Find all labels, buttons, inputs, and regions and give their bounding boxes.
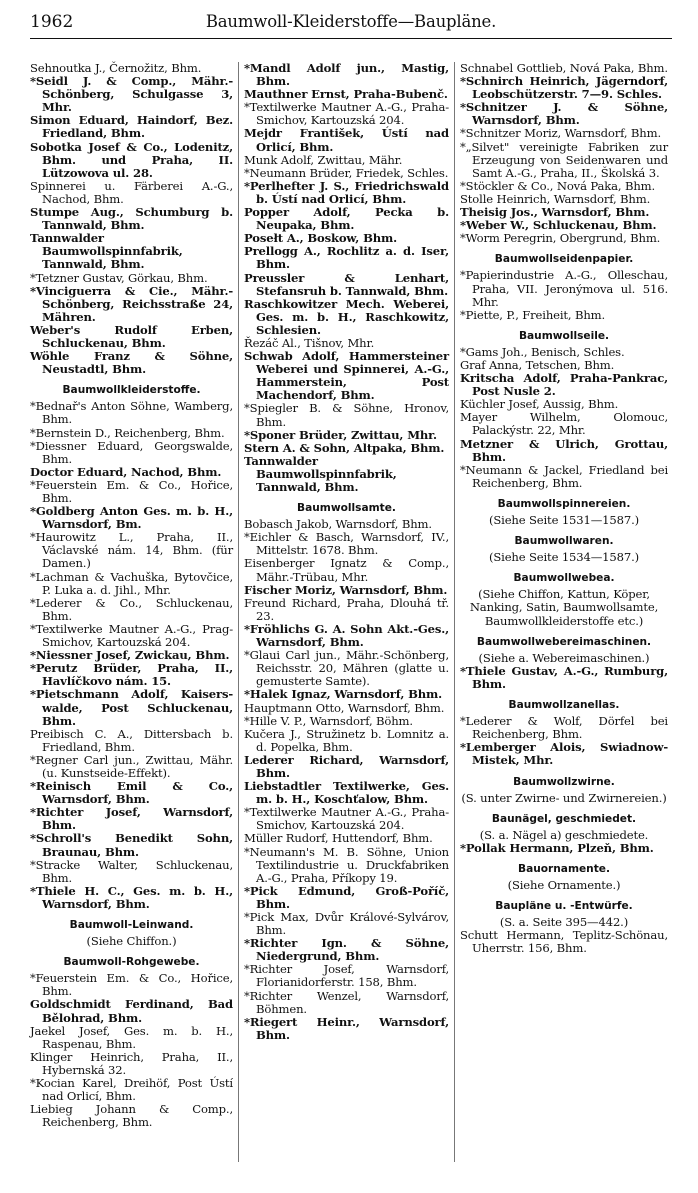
header-rule [30,38,672,39]
directory-entry: *Reinisch Emil & Co., Warnsdorf, Bhm. [30,779,233,807]
page-number: 1962 [30,12,74,32]
directory-entry: *Kocian Karel, Dreihöf, Post Ústí nad Orlicí, Bhm. [30,1076,233,1104]
directory-entry: *Bernstein D., Reichenberg, Bhm. [30,425,225,440]
section-heading: Baumwoll-Rohgewebe. [63,956,200,969]
column-divider [454,62,455,1162]
directory-entry: Sehnoutka J., Černožitz, Bhm. [30,61,202,75]
section-heading: Baumwollsamte. [297,502,396,515]
cross-reference: (S. unter Zwirne- und Zwirnereien.) [461,790,667,805]
directory-entry: Mejdr František, Ústí nad Orlicí, Bhm. [244,126,449,154]
directory-entry: *Weber W., Schluckenau, Bhm. [460,218,657,233]
directory-entry: *Pollak Hermann, Plzeň, Bhm. [460,840,654,855]
directory-entry: *Schnitzer J. & Söhne, Warnsdorf, Bhm. [460,100,668,128]
directory-entry: *Eichler & Basch, Warnsdorf, IV., Mittelstr. 1678. Bhm. [244,530,449,558]
directory-entry: *Thiele Gustav, A.-G., Rumburg, Bhm. [460,663,668,691]
directory-entry: Kritscha Adolf, Praha-Pankrac, Post Nusle 2. [460,371,668,399]
directory-entry: Sobotka Josef & Co., Lodenitz, Bhm. und Praha, II. Lützowova ul. 28. [30,139,233,180]
cross-reference: (S. a. Nägel a) geschmiedete. [479,827,649,842]
section-heading: Baumwollwebea. [513,572,615,585]
directory-entry: Klinger Heinrich, Praha, II., Hybernská 32. [30,1049,233,1077]
directory-entry: *Pick Max, Dvůr Králové-Sylvárov, Bhm. [244,910,449,938]
directory-entry: Stumpe Aug., Schumburg b. Tannwald, Bhm. [30,205,233,233]
directory-entry: Popper Adolf, Pecka b. Neupaka, Bhm. [244,205,449,233]
cross-reference: (S. a. Seite 395—442.) [499,915,629,930]
directory-entry: *Neumann's M. B. Söhne, Union Textilindustrie u. Druckfabriken A.-G., Praha, Příkopy 19. [244,844,449,885]
directory-entry: *Goldberg Anton Ges. m. b. H., Warnsdorf, Bm. [30,504,233,532]
section-heading: Baumwollzanellas. [508,699,620,712]
directory-entry: *Richter Wenzel, Warnsdorf, Böhmen. [244,988,449,1016]
directory-entry: Munk Adolf, Zwittau, Mähr. [244,152,403,167]
directory-entry: Stern A. & Sohn, Altpaka, Bhm. [244,440,445,455]
section-heading: Baupläne u. -Entwürfe. [495,900,633,913]
cross-reference: (Siehe Chiffon.) [86,934,177,949]
directory-entry: Kučera J., Stružinetz b. Lomnitz a. d. Popelka, Bhm. [244,726,449,754]
directory-entry: *Riegert Heinr., Warnsdorf, Bhm. [244,1014,449,1042]
directory-entry: *Halek Ignaz, Warnsdorf, Bhm. [244,687,443,702]
page-header [30,12,672,36]
directory-entry: *Feuerstein Em. & Co., Hořice, Bhm. [30,477,233,505]
directory-entry: *Piette, P., Freiheit, Bhm. [460,307,606,322]
section-heading: Baunägel, geschmiedet. [491,812,637,825]
directory-entry: Müller Rudorf, Huttendorf, Bhm. [244,831,433,846]
directory-entry: Weber's Rudolf Erben, Schluckenau, Bhm. [30,322,233,350]
directory-entry: Tannwalder Baumwollspinnfabrik, Tannwald, Bhm. [30,231,183,272]
directory-entry: *Glaui Carl jun., Mähr.-Schönberg, Reichsstr. 20, Mähren (glatte u. gemusterte Samte). [244,648,449,689]
directory-entry: Stolle Heinrich, Warnsdorf, Bhm. [460,191,651,206]
directory-entry: *Bednař's Anton Söhne, Wamberg, Bhm. [30,399,233,427]
directory-entry: Prellogg A., Rochlitz a. d. Iser, Bhm. [244,244,449,272]
directory-entry: *„Silvet" vereinigte Fabriken zur Erzeugung von Seidenwaren und Samt A.-G., Praha, II., Školská 3. [460,139,668,180]
directory-entry: *Schroll's Benedikt Sohn, Braunau, Bhm. [30,831,233,859]
directory-entry: Preibisch C. A., Dittersbach b. Friedland, Bhm. [30,726,233,754]
directory-entry: *Stöckler & Co., Nová Paka, Bhm. [460,178,656,193]
directory-entry: Metzner & Ulrich, Grottau, Bhm. [460,436,668,464]
directory-entry: Řezáč Al., Tišnov, Mhr. [244,335,375,350]
directory-entry: *Worm Peregrin, Obergrund, Bhm. [460,231,661,246]
directory-entry: *Textilwerke Mautner A.-G., Praha-Smichov, Kartouzská 204. [244,100,449,128]
section-heading: Baumwollwaren. [514,535,614,548]
directory-entry: *Textilwerke Mautner A.-G., Prag-Smichov, Kartouzská 204. [30,621,233,650]
directory-entry: Spinnerei u. Färberei A.-G., Nachod, Bhm. [30,178,233,206]
section-heading: Baumwollkleiderstoffe. [62,384,201,397]
section-heading: Baumwollseile. [518,329,610,342]
section-heading: Bauornamente. [518,862,610,875]
cross-reference: (Siehe Seite 1534—1587.) [489,550,639,565]
directory-entry: *Hille V. P., Warnsdorf, Böhm. [244,713,413,728]
directory-entry: Simon Eduard, Haindorf, Bez. Friedland, Bhm. [30,113,233,141]
directory-entry: *Papierindustrie A.-G., Olleschau, Praha, VII. Jeronýmova ul. 516. Mhr. [460,268,668,309]
directory-entry: *Perlhefter J. S., Friedrichswald b. Ústí nad Orlicí, Bhm. [244,178,449,206]
directory-entry: *Schnitzer Moriz, Warnsdorf, Bhm. [460,126,661,141]
directory-entry: *Regner Carl jun., Zwittau, Mähr. (u. Kunstseide-Effekt). [30,752,233,780]
directory-entry: *Pick Edmund, Groß-Poříč, Bhm. [244,883,449,911]
directory-entry: Posełt A., Boskow, Bhm. [244,231,398,246]
directory-entry: Doctor Eduard, Nachod, Bhm. [30,464,222,479]
directory-entry: *Seidl J. & Comp., Mähr.-Schönberg, Schulgasse 3, Mhr. [30,74,233,115]
directory-entry: *Fröhlichs G. A. Sohn Akt.-Ges., Warnsdorf, Bhm. [244,621,449,650]
directory-entry: *Tetzner Gustav, Görkau, Bhm. [30,270,208,285]
section-heading: Baumwollspinnereien. [497,497,631,510]
directory-entry: Liebstadtler Textilwerke, Ges. m. b. H., Koschťalow, Bhm. [244,779,449,807]
section-heading: Baumwollseidenpapier. [494,253,634,266]
directory-entry: Jaekel Josef, Ges. m. b. H., Raspenau, Bhm. [30,1023,233,1051]
directory-entry: Hauptmann Otto, Warnsdorf, Bhm. [244,700,445,715]
directory-entry: *Spiegler B. & Söhne, Hronov, Bhm. [244,401,449,429]
cross-reference: (Siehe Seite 1531—1587.) [489,513,639,527]
directory-entry: Liebieg Johann & Comp., Reichenberg, Bhm. [30,1102,233,1130]
section-heading: Baumwoll-Leinwand. [69,919,194,931]
directory-entry: Graf Anna, Tetschen, Bhm. [460,357,615,372]
directory-entry: *Richter Josef, Warnsdorf, Bhm. [30,805,233,833]
directory-entry: *Mandl Adolf jun., Mastig, Bhm. [244,61,449,89]
directory-entry: *Vinciguerra & Cie., Mähr.-Schönberg, Reichsstraße 24, Mähren. [30,283,233,324]
directory-entry: Preussler & Lenhart, Stefansruh b. Tannwald, Bhm. [244,270,449,298]
directory-entry: Schutt Hermann, Teplitz-Schönau, Uherrstr. 156, Bhm. [460,928,668,956]
directory-entry: *Textilwerke Mautner A.-G., Praha-Smichov, Kartouzská 204. [244,805,449,833]
directory-entry: Raschkowitzer Mech. Weberei, Ges. m. b. H., Raschkowitz, Schlesien. [244,296,449,337]
section-heading: Baumwollzwirne. [513,775,615,788]
directory-entry: *Thiele H. C., Ges. m. b. H., Warnsdorf, Bhm. [30,883,233,911]
directory-entry: *Gams Joh., Benisch, Schles. [460,344,625,359]
cross-reference: (Siehe Chiffon, Kattun, Köper, Nanking, Satin, Baumwollsamte, Baumwollkleiderstoffe etc.) [469,587,659,628]
directory-entry: Mauthner Ernst, Praha-Bubenč. [244,87,448,102]
directory-entry: *Lederer & Co., Schluckenau, Bhm. [30,595,233,623]
page-title: Baumwoll-Kleiderstoffe—Baupläne. [205,12,497,31]
directory-entry: Wöhle Franz & Söhne, Neustadtl, Bhm. [30,349,233,377]
directory-entry: Goldschmidt Ferdinand, Bad Bělohrad, Bhm. [30,997,233,1025]
directory-entry: *Perutz Brüder, Praha, II., Havlíčkovo nám. 15. [30,661,233,689]
directory-entry: *Richter Ign. & Söhne, Niedergrund, Bhm. [244,936,449,964]
cross-reference: (Siehe Ornamente.) [507,878,621,893]
column-left [30,62,233,1129]
directory-entry: *Sponer Brüder, Zwittau, Mhr. [244,427,437,442]
directory-entry: *Neumann & Jackel, Friedland bei Reichenberg, Bhm. [460,462,668,490]
directory-entry: *Lachman & Vachuška, Bytovčice, P. Luka a. d. Jihl., Mhr. [30,569,233,597]
directory-entry: Tannwalder Baumwollspinnfabrik, Tannwald, Bhm. [244,453,397,494]
directory-entry: *Niessner Josef, Zwickau, Bhm. [30,648,230,663]
directory-entry: *Schnirch Heinrich, Jägerndorf, Leobschützerstr. 7—9. Schles. [460,74,668,102]
directory-entry: *Neumann Brüder, Friedek, Schles. [244,165,449,180]
directory-entry: Fischer Moriz, Warnsdorf, Bhm. [244,582,448,597]
column-middle [244,62,449,1042]
directory-entry: Theisig Jos., Warnsdorf, Bhm. [460,205,650,220]
directory-entry: Lederer Richard, Warnsdorf, Bhm. [244,752,449,780]
directory-entry: *Stracke Walter, Schluckenau, Bhm. [30,857,233,885]
directory-entry: *Diessner Eduard, Georgswalde, Bhm. [30,438,233,466]
directory-entry: *Richter Josef, Warnsdorf, Florianidorferstr. 158, Bhm. [244,962,449,990]
directory-entry: *Lederer & Wolf, Dörfel bei Reichenberg, Bhm. [460,714,668,742]
directory-entry: Eisenberger Ignatz & Comp., Mähr.-Trübau, Mhr. [244,556,449,584]
cross-reference: (Siehe a. Webereimaschinen.) [478,650,650,665]
directory-entry: Küchler Josef, Aussig, Bhm. [460,397,619,412]
directory-entry: Schwab Adolf, Hammersteiner Weberei und Spinnerei, A.-G., Hammerstein, Post Machendorf, Bhm. [244,349,449,403]
column-right [460,62,668,956]
directory-entry: *Haurowitz L., Praha, II., Václavské nám. 14, Bhm. (für Damen.) [30,530,233,571]
directory-entry: Bobasch Jakob, Warnsdorf, Bhm. [244,517,432,532]
directory-entry: *Feuerstein Em. & Co., Hořice, Bhm. [30,971,233,999]
directory-entry: *Pietschmann Adolf, Kaisers-walde, Post Schluckenau, Bhm. [30,687,233,728]
directory-entry: Mayer Wilhelm, Olomouc, Palackýstr. 22, Mhr. [460,410,668,438]
directory-entry: *Lemberger Alois, Swiadnow-Mistek, Mhr. [460,740,668,768]
section-heading: Baumwollwebereimaschinen. [476,635,652,648]
directory-entry: Schnabel Gottlieb, Nová Paka, Bhm. [460,61,668,75]
directory-entry: Freund Richard, Praha, Dlouhá tř. 23. [244,595,449,623]
column-divider [238,62,239,1162]
